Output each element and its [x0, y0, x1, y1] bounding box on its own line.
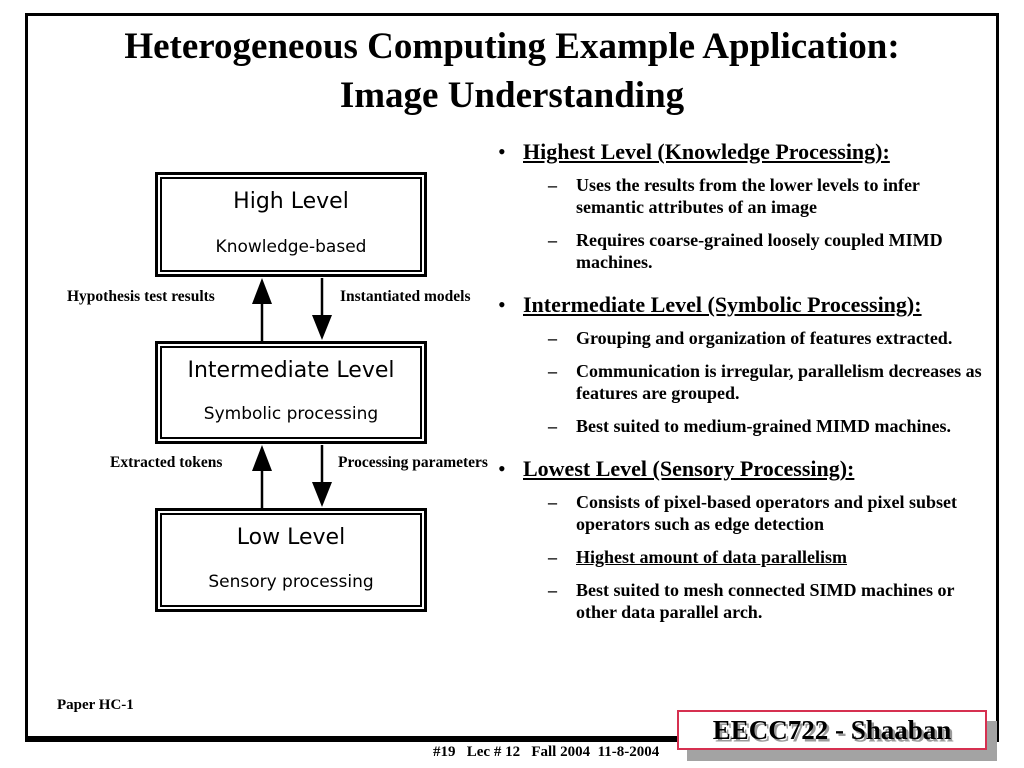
section-heading-row: [498, 138, 994, 174]
diagram-flow-arrows: [155, 170, 435, 620]
list-item-text: Grouping and organization of features extracted.: [576, 328, 953, 348]
diagram-box-intermediate-level-subtitle: Symbolic processing: [203, 404, 379, 424]
page-footer-info: #19 Lec # 12 Fall 2004 11-8-2004: [433, 744, 660, 760]
section-lowest-level: [498, 455, 994, 623]
bullet-icon: •: [498, 456, 506, 481]
slide-title-line1: Heterogeneous Computing Example Application:: [124, 26, 900, 67]
list-item: [548, 546, 994, 568]
dash-icon: –: [548, 230, 557, 250]
flow-label-instantiated-models: Instantiated models: [340, 288, 471, 305]
dash-icon: –: [548, 328, 557, 348]
diagram-box-high-level-subtitle: Knowledge-based: [215, 237, 367, 257]
list-item-text: Consists of pixel-based operators and pixel subset operators such as edge detection: [576, 492, 958, 534]
section-heading: Intermediate Level (Symbolic Processing):: [523, 292, 922, 317]
dash-icon: –: [548, 580, 557, 600]
list-item: [548, 360, 994, 404]
arrow-up-high-icon: [252, 278, 272, 341]
list-item: [548, 174, 994, 218]
section-heading: Highest Level (Knowledge Processing):: [523, 139, 890, 164]
course-badge: [677, 710, 987, 750]
arrow-up-low-icon: [252, 445, 272, 508]
flow-label-extracted-tokens: Extracted tokens: [110, 454, 223, 471]
list-item: [548, 415, 994, 437]
flow-label-hypothesis-test-results: Hypothesis test results: [67, 288, 215, 305]
diagram-box-low-level-subtitle: Sensory processing: [208, 572, 374, 592]
section-highest-level: [498, 138, 994, 273]
list-item-text: Communication is irregular, parallelism decreases as features are grouped.: [576, 361, 982, 403]
list-item-text: Highest amount of data parallelism: [576, 547, 848, 567]
list-item-text: Requires coarse-grained loosely coupled MIMD machines.: [576, 230, 943, 272]
section-intermediate-level: [498, 291, 994, 437]
section-heading-row: [498, 455, 994, 491]
list-item: [548, 229, 994, 273]
dash-icon: –: [548, 547, 557, 567]
paper-reference: Paper HC-1: [57, 697, 134, 713]
arrow-down-low-icon: [312, 445, 332, 507]
slide-title: [25, 22, 999, 120]
list-item-text: Best suited to medium-grained MIMD machines.: [576, 416, 951, 436]
dash-icon: –: [548, 361, 557, 381]
diagram-box-intermediate-level-title: Intermediate Level: [187, 358, 395, 383]
list-item-text: Uses the results from the lower levels to infer semantic attributes of an image: [576, 175, 920, 217]
diagram-box-low-level-title: Low Level: [236, 525, 346, 550]
list-item: [548, 579, 994, 623]
flow-label-processing-parameters: Processing parameters: [338, 454, 488, 471]
course-badge-text: EECC722 - Shaaban: [712, 715, 952, 745]
section-heading-row: [498, 291, 994, 327]
bullet-column: [498, 138, 994, 641]
bullet-icon: •: [498, 139, 506, 164]
diagram-box-high-level-title: High Level: [233, 189, 349, 214]
list-item: [548, 327, 994, 349]
list-item: [548, 491, 994, 535]
bullet-icon: •: [498, 292, 506, 317]
list-item-text: Best suited to mesh connected SIMD machines or other data parallel arch.: [576, 580, 955, 622]
dash-icon: –: [548, 175, 557, 195]
dash-icon: –: [548, 416, 557, 436]
section-heading: Lowest Level (Sensory Processing):: [523, 456, 855, 481]
dash-icon: –: [548, 492, 557, 512]
arrow-down-high-icon: [312, 278, 332, 340]
slide-title-line2: Image Understanding: [339, 75, 685, 116]
